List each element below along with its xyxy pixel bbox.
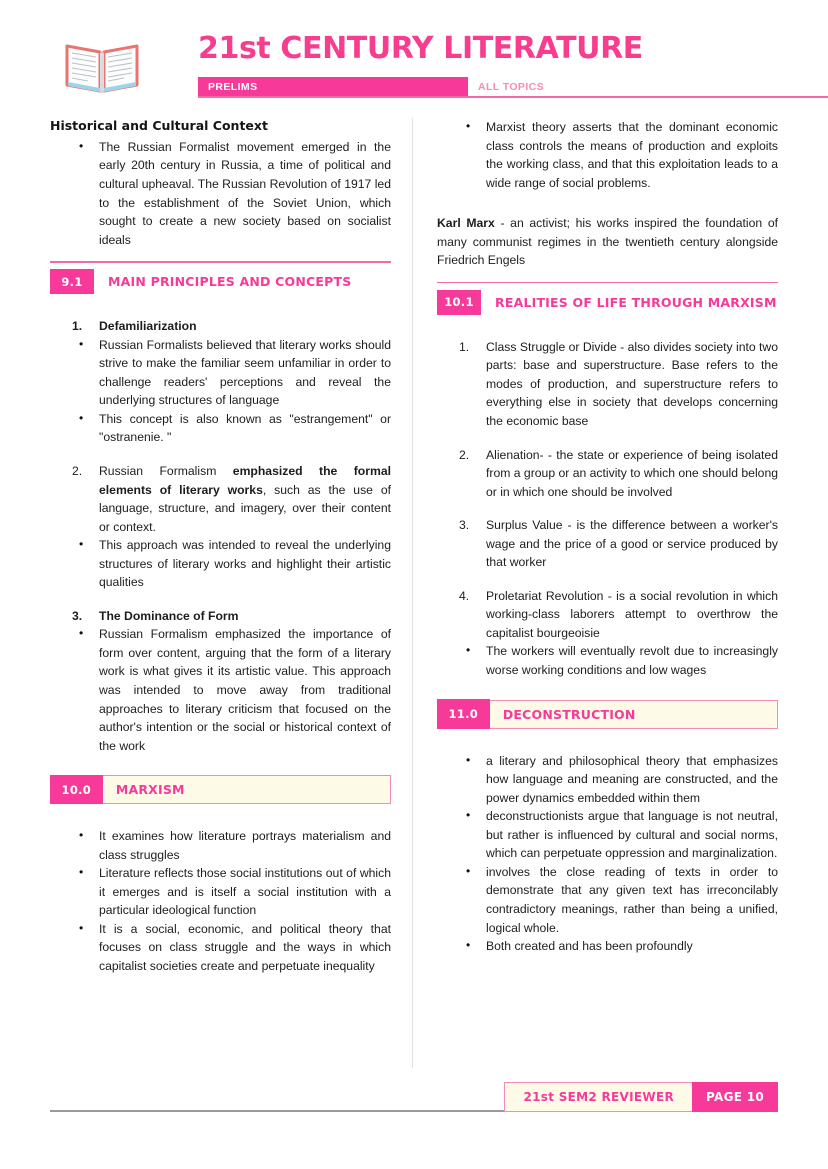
section-header-9-1 <box>50 269 391 294</box>
principle-1-bullets <box>50 336 391 447</box>
item-text: Class Struggle or Divide - also divides society into two parts: base and superstructure. Base refers to the modes of production, and superstructure refers to everything else in society that develops concerning the economic base <box>486 339 778 429</box>
marxism-bullet-list <box>50 827 391 975</box>
realities-extra-bullets <box>437 642 778 679</box>
list-item: • a literary and philosophical theory that emphasizes how language and meaning are constructed, and the power dynamics embedded within them <box>437 752 778 808</box>
section-header-10-0 <box>50 775 391 804</box>
principle-3 <box>50 607 391 626</box>
list-item <box>437 516 778 572</box>
list-item: • Literature reflects those social institutions out of which it emerges and is itself a social institution with a particular ideological function <box>50 864 391 920</box>
section-rule <box>50 261 391 262</box>
principle-1 <box>50 317 391 336</box>
item-number: 4. <box>459 588 470 603</box>
header-rule <box>198 96 828 98</box>
karl-marx-name: Karl Marx <box>437 216 495 231</box>
tab-prelims[interactable]: PRELIMS <box>198 77 468 96</box>
principle-2-bold: emphasized the formal elements of literary works <box>99 463 391 497</box>
open-book-icon <box>63 38 141 96</box>
intro-bullet-list <box>50 138 391 249</box>
list-item: • This concept is also known as "estrangement" or "ostranenie. " <box>50 410 391 447</box>
column-divider <box>412 118 413 1068</box>
principle-2-lead: Russian Formalism <box>99 463 233 478</box>
list-item <box>50 462 391 536</box>
realities-item-3 <box>437 516 778 572</box>
principle-2 <box>50 462 391 536</box>
section-label: DECONSTRUCTION <box>502 706 636 722</box>
section-label: REALITIES OF LIFE THROUGH MARXISM <box>495 294 777 310</box>
deconstruction-bullet-list <box>437 752 778 956</box>
list-item: • This approach was intended to reveal the underlying structures of literary works and highlight their artistic qualities <box>50 536 391 592</box>
section-number-badge: 10.0 <box>50 775 103 804</box>
item-number: 3. <box>459 518 470 533</box>
section-number-badge: 11.0 <box>437 699 490 728</box>
section-header-10-1 <box>437 290 778 315</box>
realities-item-4 <box>437 587 778 643</box>
footer-page-number: PAGE 10 <box>692 1082 778 1112</box>
principle-2-bullets <box>50 536 391 592</box>
item-number: 2. <box>459 447 470 462</box>
list-item: • involves the close reading of texts in order to demonstrate that any given text has irreconcilably contradictory meanings, rather than being a unified, logical whole. <box>437 863 778 937</box>
list-item <box>437 446 778 502</box>
list-item: • Russian Formalists believed that literary works should strive to make the familiar seem unfamiliar in order to challenge readers' perceptions and reveal the underlying structures of language <box>50 336 391 410</box>
marxism-bullet-list-cont <box>437 118 778 192</box>
page-title: 21st CENTURY LITERATURE <box>198 31 643 66</box>
principle-title: The Dominance of Form <box>99 608 239 623</box>
tab-all-topics[interactable]: ALL TOPICS <box>468 77 778 96</box>
list-item: • It is a social, economic, and political theory that focuses on class struggle and the ways in which capitalist societies create and perpetuate inequality <box>50 920 391 976</box>
list-item: • deconstructionists argue that language is not neutral, but rather is influenced by cultural and social norms, which can perpetuate oppression and marginalization. <box>437 807 778 863</box>
realities-item-2 <box>437 446 778 502</box>
right-column <box>437 118 778 956</box>
list-item <box>50 607 391 626</box>
section-number-badge: 9.1 <box>50 269 94 294</box>
karl-marx-text: - an activist; his works inspired the foundation of many communist regimes in the twentieth century alongside Friedrich Engels <box>437 216 779 268</box>
list-item: • Both created and has been profoundly <box>437 937 778 956</box>
item-text: Surplus Value - is the difference between a worker's wage and the price of a good or service produced by that worker <box>486 518 778 570</box>
list-item <box>437 587 778 643</box>
section-number-badge: 10.1 <box>437 290 481 315</box>
item-number: 2. <box>72 463 83 478</box>
footer-badge <box>504 1082 778 1112</box>
left-column <box>50 118 391 976</box>
footer-reviewer-label: 21st SEM2 REVIEWER <box>504 1082 692 1112</box>
item-text: Proletariat Revolution - is a social revolution in which working-class laborers attempt to overthrow the capitalist bourgeoisie <box>486 588 778 640</box>
list-item: • Russian Formalism emphasized the importance of form over content, arguing that the form of a literary work is what gives it its artistic value. This approach was intended to move away from traditional approaches to literary criticism that focused on the author's intention or the social or historical context of the work <box>50 625 391 755</box>
section-label: MARXISM <box>115 782 185 798</box>
list-item: • Marxist theory asserts that the dominant economic class controls the means of production and exploits the working class, and that this exploitation leads to a wide range of social problems. <box>437 118 778 192</box>
list-item <box>437 338 778 431</box>
principle-title: Defamiliarization <box>99 319 197 334</box>
item-number: 1. <box>459 339 470 354</box>
list-item <box>50 317 391 336</box>
item-number: 1. <box>72 319 83 334</box>
list-item: • It examines how literature portrays materialism and class struggles <box>50 827 391 864</box>
section-header-11-0 <box>437 700 778 729</box>
page-header <box>50 31 778 106</box>
karl-marx-paragraph <box>437 214 778 270</box>
list-item: • The workers will eventually revolt due to increasingly worse working conditions and low wages <box>437 642 778 679</box>
principle-3-bullets <box>50 625 391 755</box>
header-tabbar <box>198 77 778 96</box>
realities-item-1 <box>437 338 778 431</box>
list-item: • The Russian Formalist movement emerged in the early 20th century in Russia, a time of political and cultural upheaval. The Russian Revolution of 1917 led to the establishment of the Soviet Union, which sought to create a new society based on socialist ideals <box>50 138 391 249</box>
item-text: Alienation- - the state or experience of being isolated from a group or an activity to which one should belong or in which one should be involved <box>486 447 778 499</box>
heading-historical-context: Historical and Cultural Context <box>50 118 268 133</box>
section-label: MAIN PRINCIPLES AND CONCEPTS <box>108 274 352 290</box>
principle-2-tail: , such as the use of language, structure, and imagery, over their content or context. <box>99 482 391 534</box>
section-rule <box>437 282 778 283</box>
item-number: 3. <box>72 608 83 623</box>
